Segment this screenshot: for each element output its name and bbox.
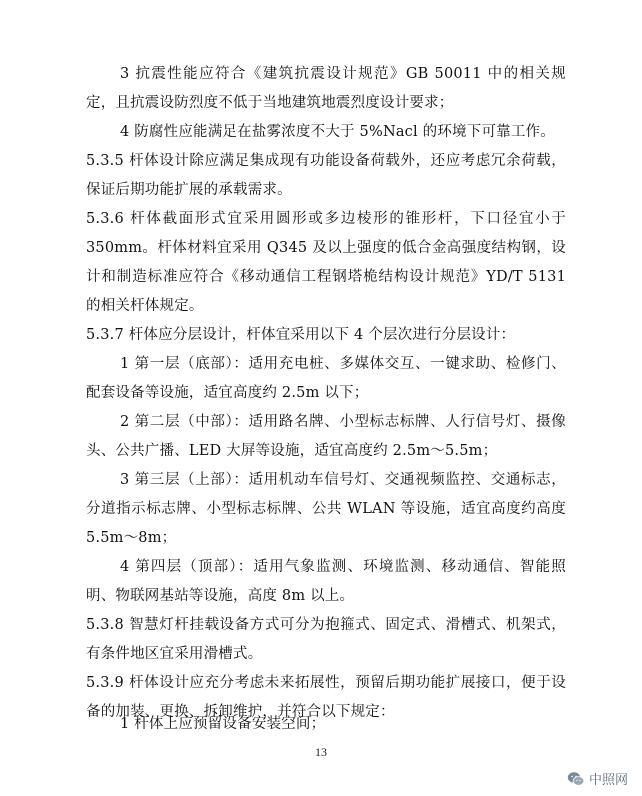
paragraph-layer-3: 3 第三层（上部）：适用机动车信号灯、交通视频监控、交通标志，分道指示标志牌、小型标志标牌、公共 WLAN 等设施，适宜高度约高度 5.5m～8m； (86, 472, 566, 546)
watermark (567, 769, 628, 788)
paragraph-layer-2: 2 第二层（中部）：适用路名牌、小型标志标牌、人行信号灯、摄像头、公共广播、LED 大屏等设施，适宜高度约 2.5m～5.5m； (86, 414, 566, 459)
paragraph-5-3-6: 5.3.6 杆体截面形式宜采用圆形或多边棱形的锥形杆，下口径宜小于 350mm。杆体材料宜采用 Q345 及以上强度的低合金高强度结构钢，设计和制造标准应符合《移动通信工程钢塔桅结构设计规范》YD/T 5131 的相关杆体规定。 (86, 211, 566, 314)
page-number: 13 (315, 745, 327, 759)
paragraph-5-3-5: 5.3.5 杆体设计除应满足集成现有功能设备荷载外，还应考虑冗余荷载，保证后期功能扩展的承载需求。 (86, 153, 566, 198)
paragraph-5-3-9: 5.3.9 杆体设计应充分考虑未来拓展性，预留后期功能扩展接口，便于设备的加装、更换、拆卸维护，并符合以下规定： (86, 675, 566, 720)
paragraph-layer-1: 1 第一层（底部）：适用充电桩、多媒体交互、一键求助、检修门、配套设备等设施，适宜高度约 2.5m 以下； (86, 356, 566, 401)
paragraph-5-3-7: 5.3.7 杆体应分层设计，杆体宜采用以下 4 个层次进行分层设计： (86, 327, 516, 343)
paragraph-5-3-8: 5.3.8 智慧灯杆挂载设备方式可分为抱箍式、固定式、滑槽式、机架式，有条件地区宜采用滑槽式。 (86, 617, 566, 662)
paragraph-corrosion: 4 防腐性应能满足在盐雾浓度不大于 5%Nacl 的环境下可靠工作。 (120, 124, 555, 140)
paragraph-seismic: 3 抗震性能应符合《建筑抗震设计规范》GB 50011 中的相关规定，且抗震设防烈度不低于当地建筑地震烈度设计要求； (86, 66, 566, 111)
paragraph-reserve-space: 1 杆体上应预留设备安装空间； (120, 716, 326, 732)
wechat-icon (567, 771, 585, 787)
watermark-text: 中照网 (588, 773, 628, 788)
paragraph-layer-4: 4 第四层（顶部）：适用气象监测、环境监测、移动通信、智能照明、物联网基站等设施，高度 8m 以上。 (86, 559, 566, 604)
